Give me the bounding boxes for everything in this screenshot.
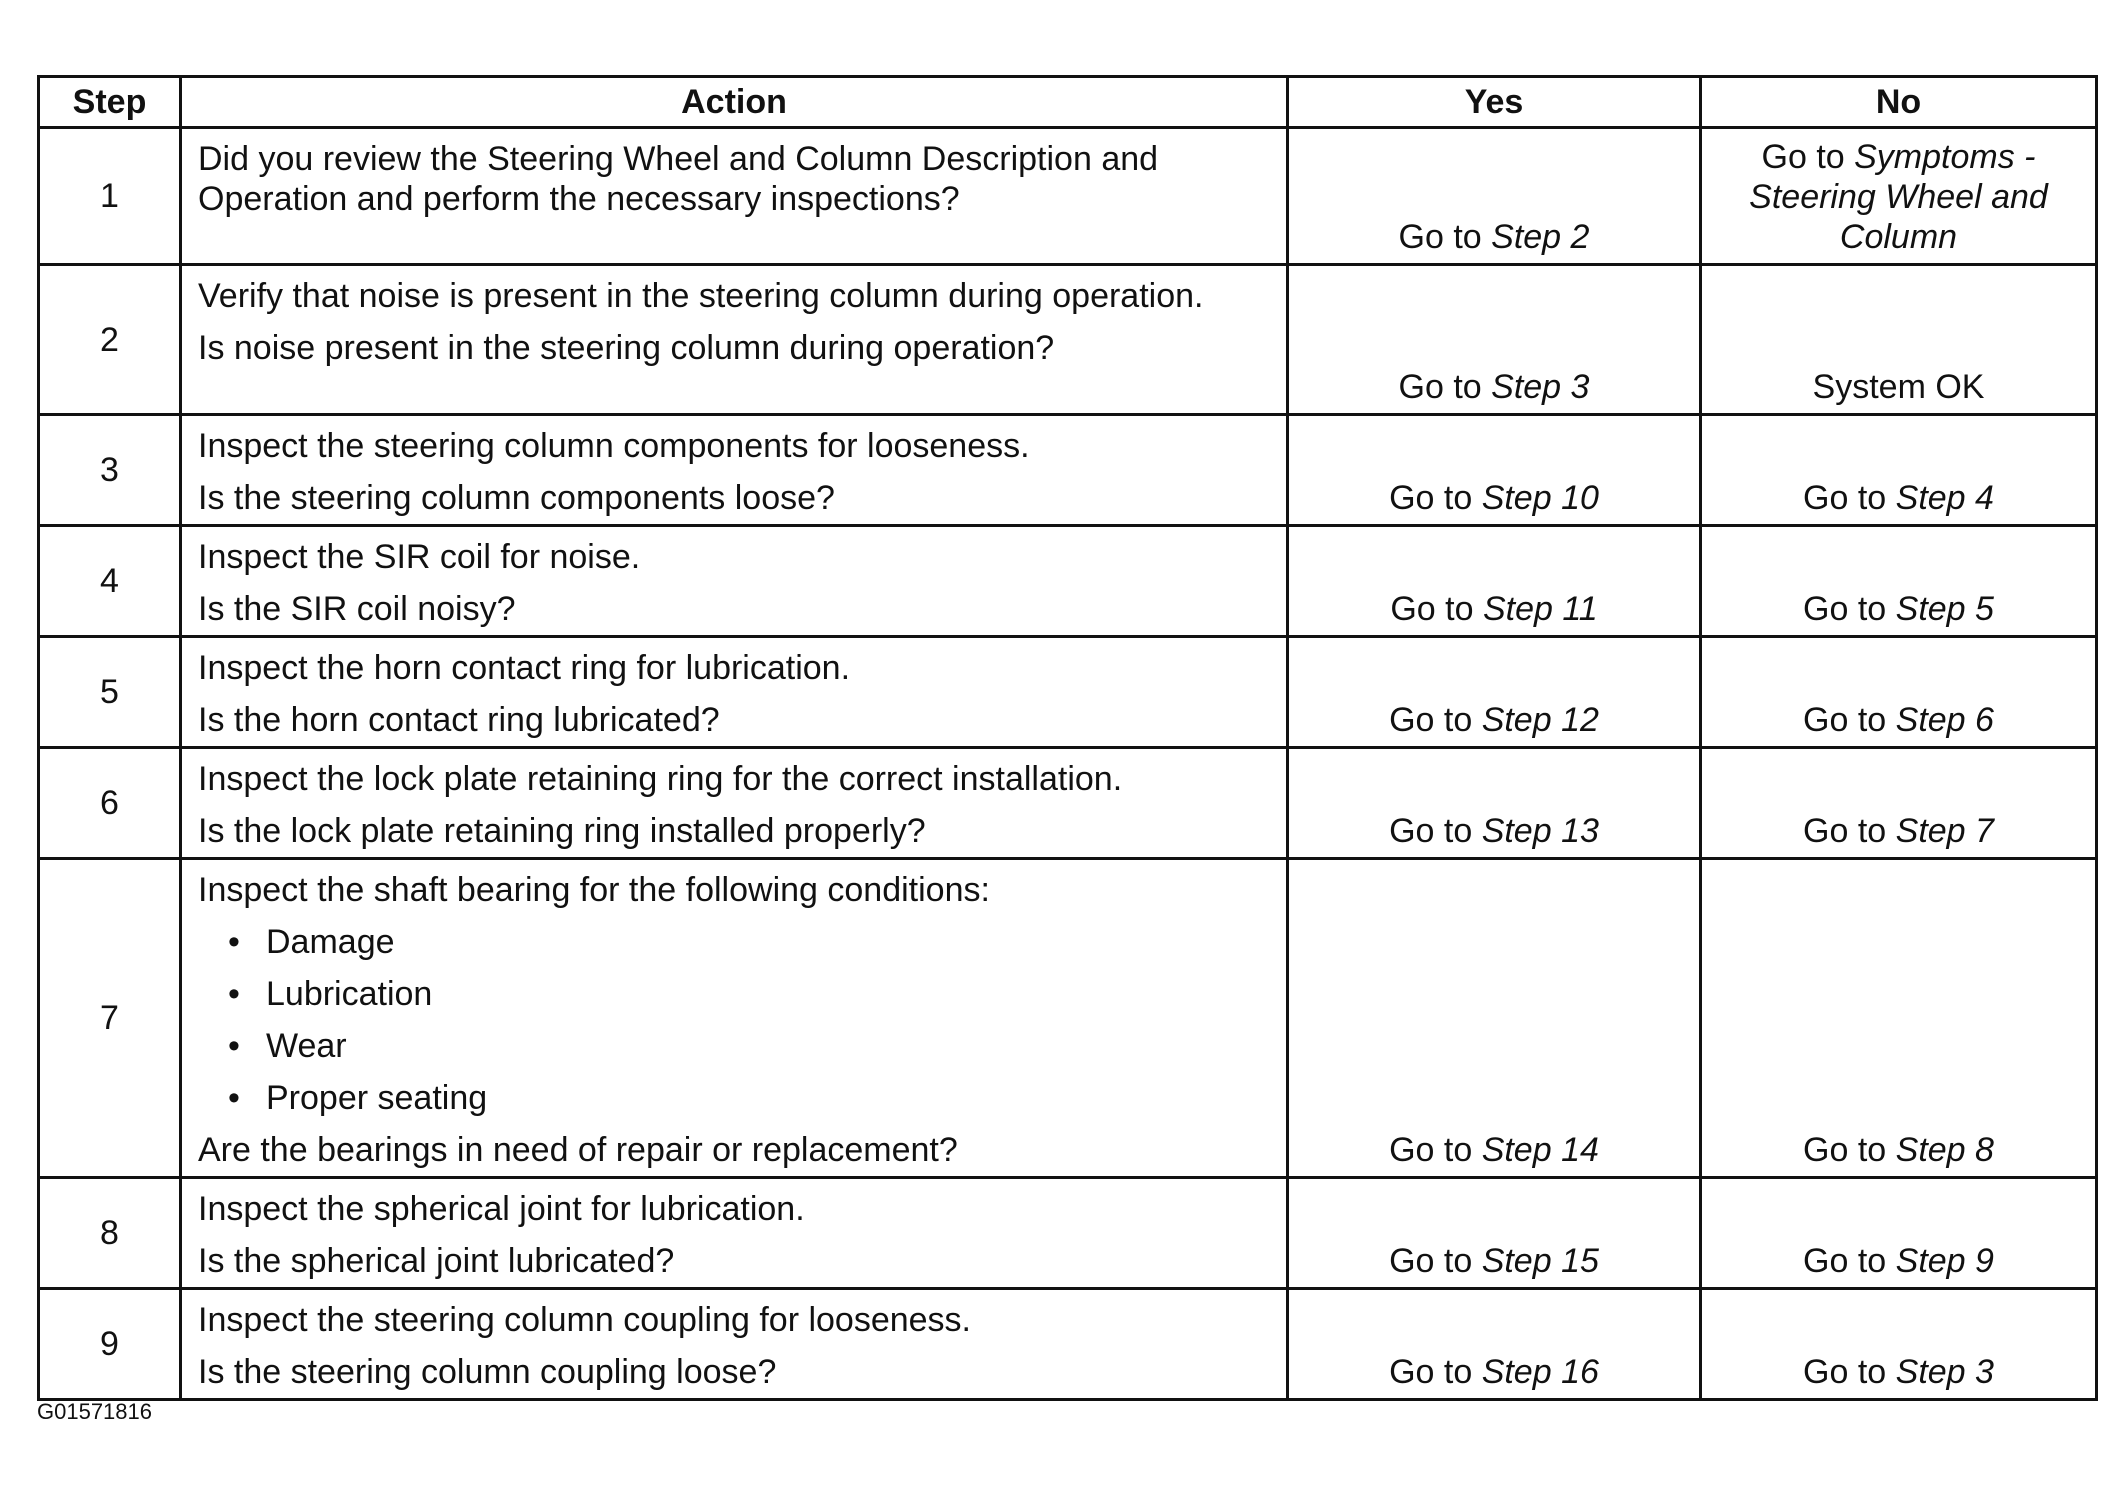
header-action: Action (181, 77, 1288, 128)
no-prefix: Go to (1803, 1242, 1896, 1280)
step-number: 1 (39, 128, 181, 265)
no-step-link: Step 3 (1895, 1353, 1994, 1391)
step-number: 9 (39, 1289, 181, 1400)
header-no: No (1701, 77, 2097, 128)
action-question: Is the steering column components loose? (198, 479, 835, 517)
bullet-icon: • (228, 1027, 240, 1065)
yes-result (1288, 128, 1701, 265)
yes-result (1288, 637, 1701, 748)
table-row (39, 859, 2097, 1178)
action-question: Is the horn contact ring lubricated? (198, 701, 720, 739)
no-prefix: Go to (1761, 138, 1855, 176)
action-cell (181, 748, 1288, 859)
no-result (1701, 415, 2097, 526)
action-question: Is noise present in the steering column during operation? (198, 329, 1055, 367)
condition-item (228, 1026, 1270, 1066)
yes-step-link: Step 11 (1482, 590, 1598, 628)
step-number: 5 (39, 637, 181, 748)
header-row (39, 77, 2097, 128)
action-cell (181, 859, 1288, 1178)
bullet-icon: • (228, 975, 240, 1013)
action-question: Is the spherical joint lubricated? (198, 1242, 675, 1280)
yes-prefix: Go to (1389, 1131, 1482, 1169)
yes-step-link: Step 2 (1491, 218, 1590, 256)
yes-step-link: Step 15 (1481, 1242, 1599, 1280)
yes-step-link: Step 16 (1481, 1353, 1599, 1391)
action-question: Are the bearings in need of repair or replacement? (198, 1131, 958, 1169)
no-result (1701, 265, 2097, 415)
yes-prefix: Go to (1389, 479, 1482, 517)
table-row (39, 748, 2097, 859)
yes-result (1288, 415, 1701, 526)
action-question: Is the SIR coil noisy? (198, 590, 516, 628)
table-row (39, 1289, 2097, 1400)
step-number: 3 (39, 415, 181, 526)
no-prefix: System OK (1812, 368, 1985, 406)
no-step-link: Step 4 (1895, 479, 1994, 517)
yes-result (1288, 1289, 1701, 1400)
action-text: Did you review the Steering Wheel and Column Description and Operation and perform the necessary inspections? (198, 140, 1159, 218)
action-question: Is the lock plate retaining ring installed properly? (198, 812, 926, 850)
no-prefix: Go to (1803, 590, 1896, 628)
action-text: Inspect the steering column coupling for looseness. (198, 1301, 972, 1339)
yes-prefix: Go to (1389, 1353, 1482, 1391)
no-result (1701, 1178, 2097, 1289)
action-cell (181, 1289, 1288, 1400)
action-text: Verify that noise is present in the steering column during operation. (198, 277, 1204, 315)
condition-text: Lubrication (266, 975, 433, 1013)
no-step-link: Step 6 (1895, 701, 1994, 739)
table-row (39, 526, 2097, 637)
no-result (1701, 637, 2097, 748)
action-cell (181, 526, 1288, 637)
no-result (1701, 526, 2097, 637)
no-prefix: Go to (1803, 812, 1896, 850)
yes-prefix: Go to (1398, 368, 1492, 406)
action-cell (181, 637, 1288, 748)
action-cell (181, 415, 1288, 526)
yes-prefix: Go to (1390, 590, 1483, 628)
no-result (1701, 128, 2097, 265)
yes-step-link: Step 3 (1491, 368, 1590, 406)
yes-prefix: Go to (1389, 701, 1482, 739)
figure-id: G01571816 (37, 1399, 152, 1424)
yes-prefix: Go to (1389, 1242, 1482, 1280)
yes-result (1288, 1178, 1701, 1289)
condition-list (198, 922, 1270, 1118)
action-text: Inspect the spherical joint for lubrication. (198, 1190, 805, 1228)
action-cell (181, 265, 1288, 415)
no-result (1701, 859, 2097, 1178)
table-row (39, 637, 2097, 748)
action-question: Is the steering column coupling loose? (198, 1353, 777, 1391)
header-step: Step (39, 77, 181, 128)
no-step-link: Symptoms - Steering Wheel and Column (1749, 138, 2048, 256)
action-cell (181, 128, 1288, 265)
action-text: Inspect the steering column components for looseness. (198, 427, 1030, 465)
header-yes: Yes (1288, 77, 1701, 128)
no-step-link: Step 8 (1895, 1131, 1994, 1169)
action-text: Inspect the SIR coil for noise. (198, 538, 641, 576)
table-row (39, 128, 2097, 265)
condition-item (228, 1078, 1270, 1118)
yes-step-link: Step 14 (1481, 1131, 1599, 1169)
condition-text: Damage (266, 923, 395, 961)
action-text: Inspect the shaft bearing for the following conditions: (198, 871, 990, 909)
no-result (1701, 1289, 2097, 1400)
table-body (39, 128, 2097, 1400)
step-number: 8 (39, 1178, 181, 1289)
yes-result (1288, 748, 1701, 859)
action-text: Inspect the lock plate retaining ring for the correct installation. (198, 760, 1123, 798)
condition-item (228, 922, 1270, 962)
step-number: 7 (39, 859, 181, 1178)
yes-step-link: Step 12 (1481, 701, 1599, 739)
no-prefix: Go to (1803, 1131, 1896, 1169)
bullet-icon: • (228, 923, 240, 961)
no-step-link: Step 9 (1895, 1242, 1994, 1280)
action-text: Inspect the horn contact ring for lubrication. (198, 649, 851, 687)
step-number: 6 (39, 748, 181, 859)
condition-item (228, 974, 1270, 1014)
no-prefix: Go to (1803, 479, 1896, 517)
yes-prefix: Go to (1398, 218, 1492, 256)
diagnostic-table (37, 75, 2098, 1401)
step-number: 2 (39, 265, 181, 415)
yes-result (1288, 859, 1701, 1178)
yes-step-link: Step 10 (1481, 479, 1599, 517)
no-prefix: Go to (1803, 701, 1896, 739)
condition-text: Wear (266, 1027, 347, 1065)
yes-prefix: Go to (1389, 812, 1482, 850)
action-cell (181, 1178, 1288, 1289)
condition-text: Proper seating (266, 1079, 488, 1117)
yes-result (1288, 265, 1701, 415)
no-prefix: Go to (1803, 1353, 1896, 1391)
yes-result (1288, 526, 1701, 637)
table-row (39, 415, 2097, 526)
bullet-icon: • (228, 1079, 240, 1117)
step-number: 4 (39, 526, 181, 637)
no-result (1701, 748, 2097, 859)
table-row (39, 265, 2097, 415)
yes-step-link: Step 13 (1481, 812, 1599, 850)
no-step-link: Step 7 (1895, 812, 1994, 850)
table-row (39, 1178, 2097, 1289)
no-step-link: Step 5 (1895, 590, 1994, 628)
